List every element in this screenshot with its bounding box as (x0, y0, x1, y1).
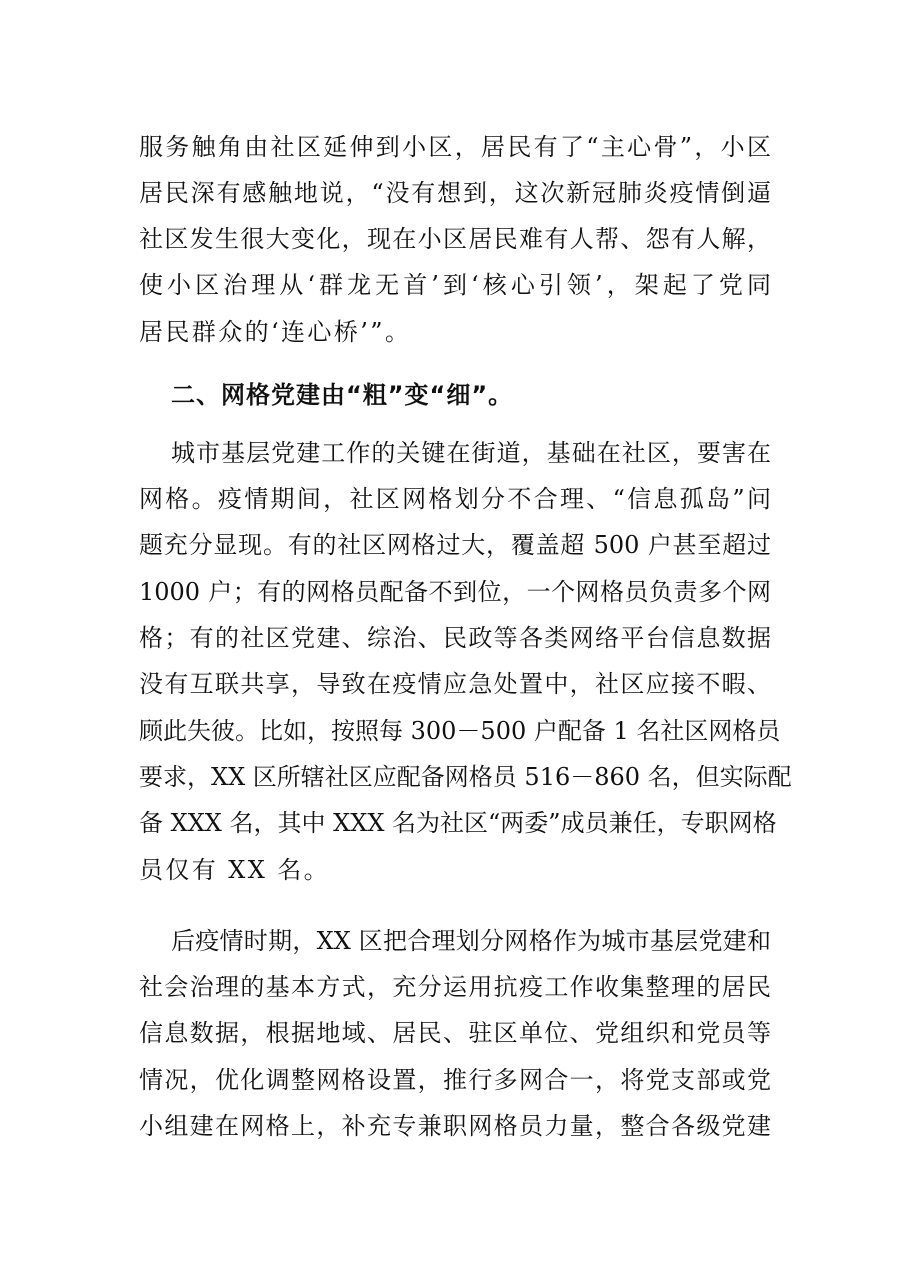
paragraph-1-line-5: 居民群众的‘连心桥’”。 (139, 318, 412, 346)
paragraph-3-line-2: 社会治理的基本方式，充分运用抗疫工作收集整理的居民 (139, 973, 771, 1001)
paragraph-1-line-4: 使小区治理从‘群龙无首’到‘核心引领’，架起了党同 (139, 271, 771, 299)
section-heading: 二、网格党建由“粗”变“细”。 (171, 381, 514, 409)
paragraph-1-line-3: 社区发生很大变化，现在小区居民难有人帮、怨有人解， (139, 225, 771, 253)
paragraph-3-line-4: 情况，优化调整网格设置，推行多网合一，将党支部或党 (139, 1066, 771, 1094)
paragraph-2-line-7: 顾此失彼。比如，按照每 300－500 户配备 1 名社区网格员 (139, 717, 781, 745)
paragraph-2-line-3: 题充分显现。有的社区网格过大，覆盖超 500 户甚至超过 (139, 531, 771, 559)
paragraph-2-line-4: 1000 户；有的网格员配备不到位，一个网格员负责多个网 (139, 578, 771, 606)
paragraph-2-line-2: 网格。疫情期间，社区网格划分不合理、“信息孤岛”问 (139, 485, 771, 513)
paragraph-3-line-1: 后疫情时期，XX 区把合理划分网格作为城市基层党建和 (171, 927, 771, 955)
paragraph-2-line-1: 城市基层党建工作的关键在街道，基础在社区，要害在 (171, 439, 771, 467)
paragraph-1-line-1: 服务触角由社区延伸到小区，居民有了“主心骨”，小区 (139, 133, 771, 161)
paragraph-2-line-10: 员仅有 XX 名。 (139, 856, 331, 884)
paragraph-1-line-2: 居民深有感触地说，“没有想到，这次新冠肺炎疫情倒逼 (139, 179, 771, 207)
paragraph-2-line-8: 要求，XX 区所辖社区应配备网格员 516－860 名，但实际配 (139, 763, 792, 791)
paragraph-2-line-6: 没有互联共享，导致在疫情应急处置中，社区应接不暇、 (139, 670, 771, 698)
paragraph-3-line-3: 信息数据，根据地域、居民、驻区单位、党组织和党员等 (139, 1019, 771, 1047)
paragraph-2-line-5: 格；有的社区党建、综治、民政等各类网络平台信息数据 (139, 624, 771, 652)
paragraph-3-line-5: 小组建在网格上，补充专兼职网格员力量，整合各级党建 (139, 1112, 771, 1140)
paragraph-2-line-9: 备 XXX 名，其中 XXX 名为社区“两委”成员兼任，专职网格 (139, 809, 777, 837)
